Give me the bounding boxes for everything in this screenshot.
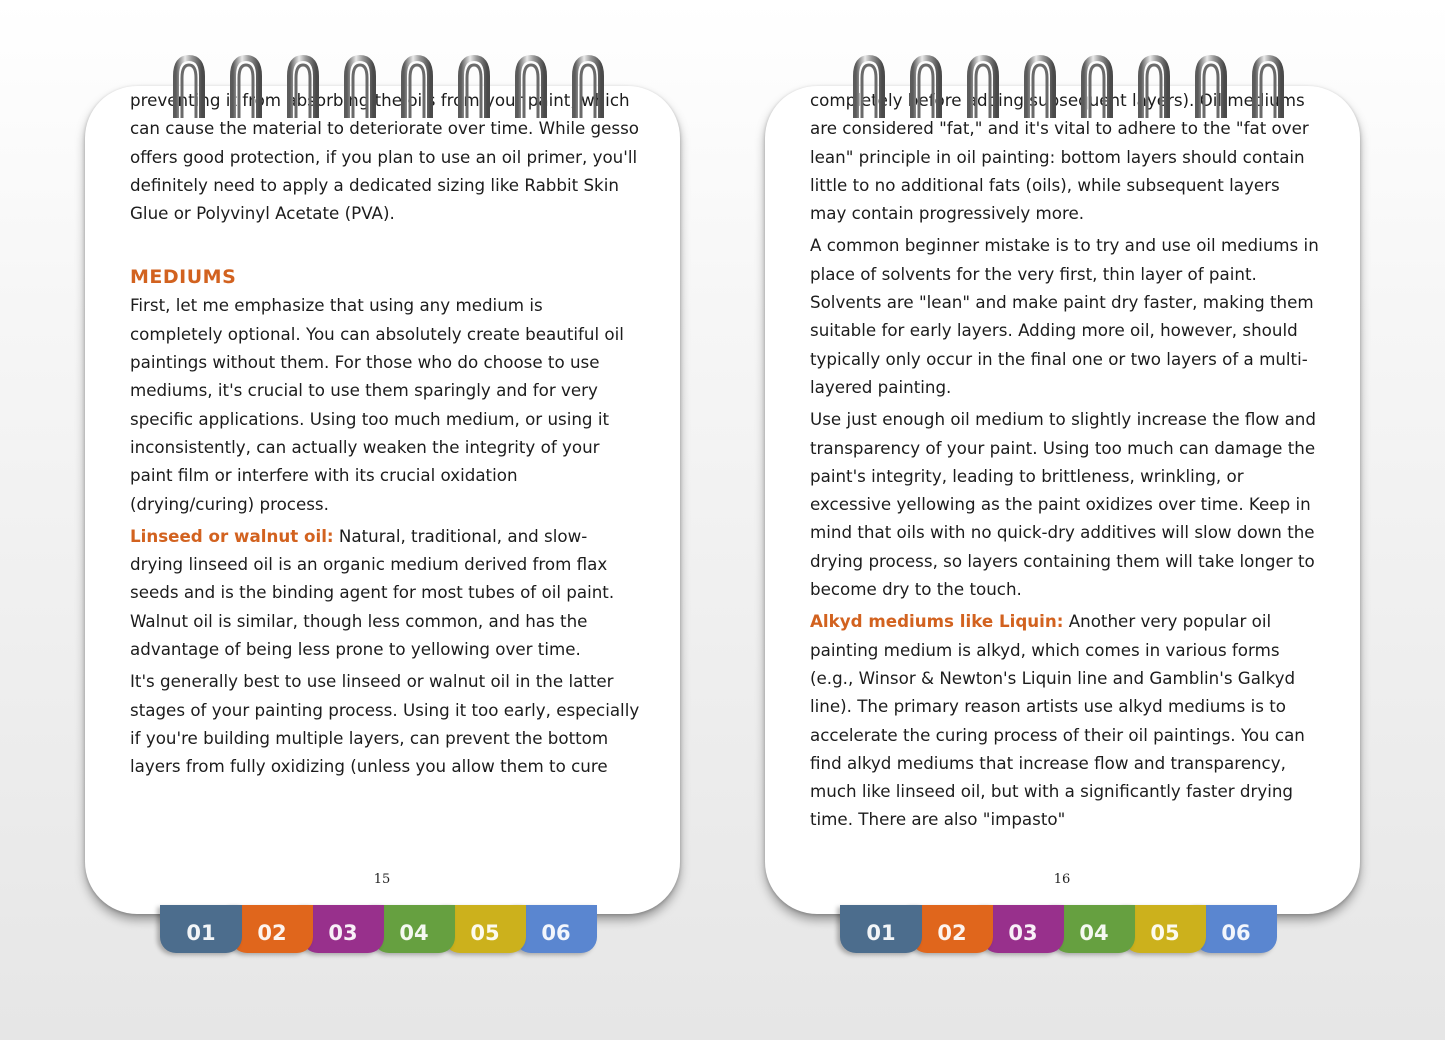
paragraph (130, 522, 640, 663)
term-label: Alkyd mediums like Liquin: (810, 611, 1064, 632)
tab-section-05[interactable]: 05 (1124, 905, 1206, 953)
spiral-ring-icon (964, 54, 1002, 122)
paragraph (810, 607, 1320, 833)
spiral-ring-icon (1078, 54, 1116, 122)
page-number: 16 (1053, 872, 1071, 887)
spiral-ring-icon (284, 54, 322, 122)
spiral-ring-icon (1135, 54, 1173, 122)
spiral-ring-icon (455, 54, 493, 122)
tab-section-01[interactable]: 01 (840, 905, 922, 953)
tab-section-01[interactable]: 01 (160, 905, 242, 953)
tab-section-02[interactable]: 02 (911, 905, 993, 953)
section-tabs (160, 905, 620, 955)
tab-section-06[interactable]: 06 (1195, 905, 1277, 953)
paragraph: It's generally best to use linseed or walnut oil in the latter stages of your painting process. Using it too early, especially if you're building multiple layers, can prevent the bottom layers from fully oxidizing (unless you allow them to cure (130, 671, 640, 777)
paragraph: Use just enough oil medium to slightly increase the flow and transparency of your paint. Using too much can damage the paint's integrity, leading to brittleness, wrinkling, or excessive yellowing as the paint oxidizes over time. Keep in mind that oils with no quick-dry additives will slow down the drying process, so layers containing them will take longer to become dry to the touch. (810, 409, 1316, 600)
spiral-ring-icon (170, 54, 208, 122)
term-label: Linseed or walnut oil: (130, 525, 334, 546)
spiral-binding (170, 54, 610, 124)
spiral-ring-icon (1249, 54, 1287, 122)
section-tabs (840, 905, 1300, 955)
notebook-page-left (82, 0, 682, 1000)
section-heading: MEDIUMS (130, 266, 237, 289)
spiral-ring-icon (850, 54, 888, 122)
notebook-page-right (762, 0, 1362, 1000)
spiral-ring-icon (512, 54, 550, 122)
tab-section-02[interactable]: 02 (231, 905, 313, 953)
spiral-ring-icon (341, 54, 379, 122)
spiral-ring-icon (398, 54, 436, 122)
term-description: Natural, traditional, and slow-drying linseed oil is an organic medium derived from flax seeds and is the binding agent for most tubes of oil paint. Walnut oil is similar, though less common, and has the advantage of being less prone to yellowing over time. (130, 525, 615, 660)
tab-section-05[interactable]: 05 (444, 905, 526, 953)
tab-section-04[interactable]: 04 (1053, 905, 1135, 953)
spiral-ring-icon (227, 54, 265, 122)
paragraph: First, let me emphasize that using any medium is completely optional. You can absolutely create beautiful oil paintings without them. For those who do choose to use mediums, it's crucial to use them sparingly and for very specific applications. Using too much medium, or using it inconsistently, can actually weaken the integrity of your paint film or interfere with its crucial oxidation (drying/curing) process. (130, 295, 624, 514)
spiral-ring-icon (1021, 54, 1059, 122)
spiral-binding (850, 54, 1290, 124)
tab-section-03[interactable]: 03 (982, 905, 1064, 953)
paragraph: completely before adding subsequent layers). Oil mediums are considered "fat," and it's vital to adhere to the "fat over lean" principle in oil painting: bottom layers should contain little to no additional fats (oils), while subsequent layers may contain progressively more. (810, 90, 1309, 224)
page-body (130, 86, 640, 785)
spiral-ring-icon (1192, 54, 1230, 122)
tab-section-03[interactable]: 03 (302, 905, 384, 953)
tab-section-06[interactable]: 06 (515, 905, 597, 953)
page-number: 15 (373, 872, 391, 887)
paragraph: preventing it from absorbing the oils from your paint, which can cause the material to deteriorate over time. While gesso offers good protection, if you plan to use an oil primer, you'll definitely need to apply a dedicated sizing like Rabbit Skin Glue or Polyvinyl Acetate (PVA). (130, 90, 640, 224)
page-body (810, 86, 1320, 838)
spiral-ring-icon (907, 54, 945, 122)
term-description: Another very popular oil painting medium is alkyd, which comes in various forms (e.g., Winsor & Newton's Liquin line and Gamblin's Galkyd line). The primary reason artists use alkyd mediums is to accelerate the curing process of their oil paintings. You can find alkyd mediums that increase flow and transparency, much like linseed oil, but with a significantly faster drying time. There are also "impasto" (810, 611, 1305, 830)
spiral-ring-icon (569, 54, 607, 122)
paragraph: A common beginner mistake is to try and use oil mediums in place of solvents for the very first, thin layer of paint. Solvents are "lean" and make paint dry faster, making them suitable for early layers. Adding more oil, however, should typically only occur in the final one or two layers of a multi-layered painting. (810, 235, 1319, 397)
tab-section-04[interactable]: 04 (373, 905, 455, 953)
